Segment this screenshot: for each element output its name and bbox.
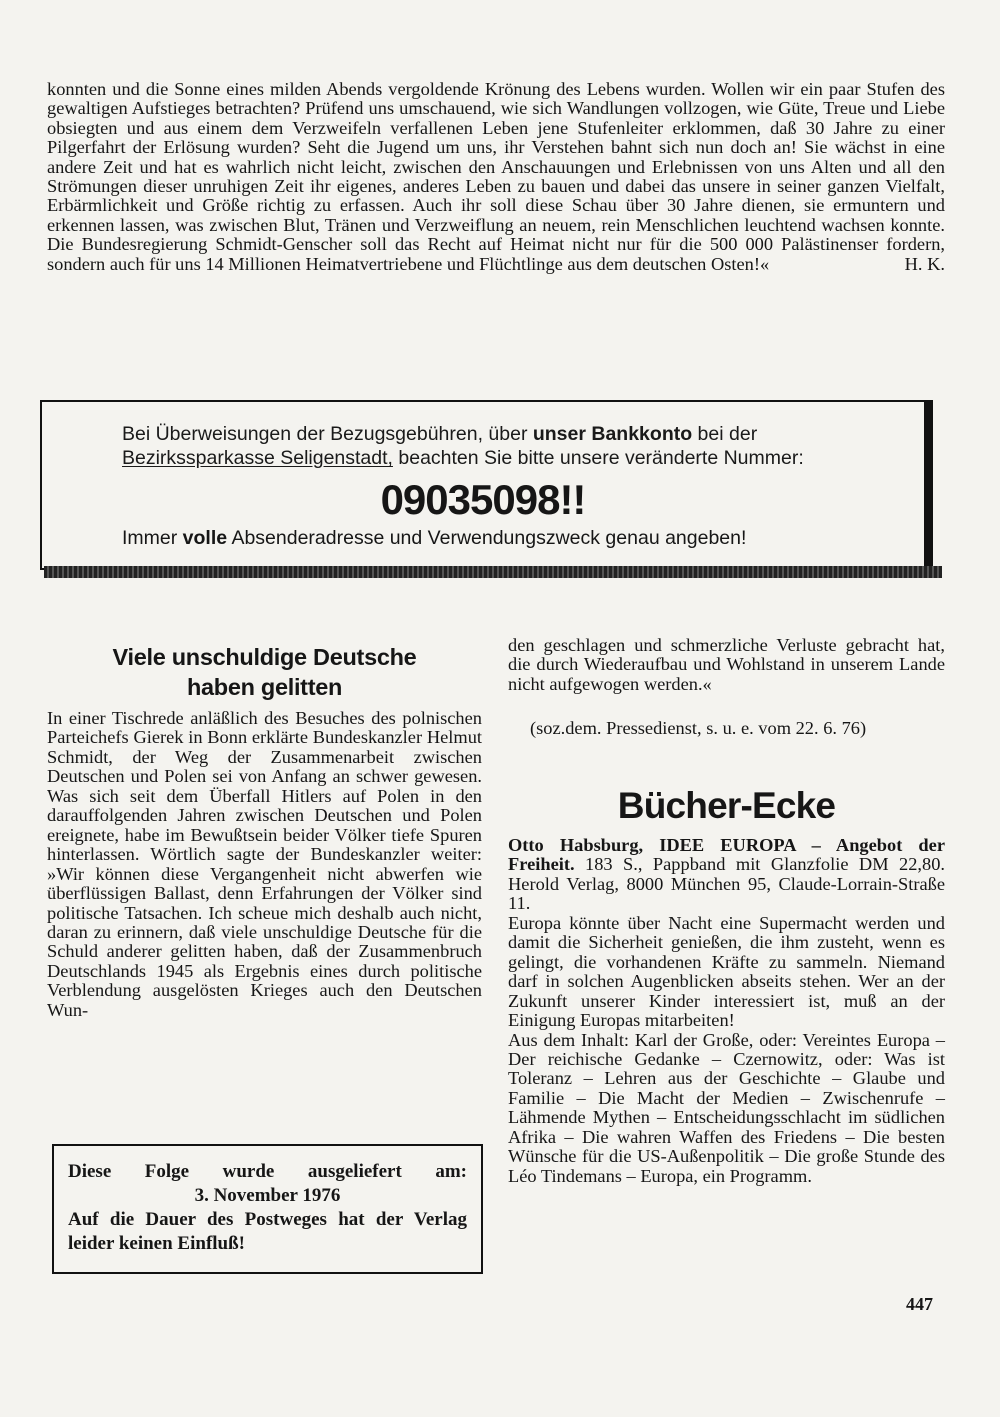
page-number: 447 [906,1294,933,1314]
books-heading: Bücher-Ecke [617,785,836,826]
book-contents: Aus dem Inhalt: Karl der Große, oder: Vereintes Europa – Der reichische Gedanke – Czernowitz, oder: Was ist Toleranz – Lehren aus der Geschichte – Glaube und Familie – Die Macht der Medien – Zwischenrufe – Lähmende Mythen – Entscheidungsschlacht im südlichen Afrika – Die wahren Waffen des Friedens – Die besten Wünsche für die US-Außenpolitik – Die große Stunde des Léo Tindemans – Europa, ein Programm. [508,1029,945,1186]
bank-reminder-part1: Immer [122,527,183,549]
bank-reminder [122,526,912,550]
bank-notice-box [40,400,933,570]
bank-box-shadow [44,566,942,578]
bank-notice-text [122,422,912,470]
bank-account-number: 09035098!! [380,476,586,523]
book-title: Otto Habsburg, IDEE EUROPA – Angebot der Freiheit. [508,835,945,875]
delivery-notice-box [52,1144,483,1274]
book-entry [508,836,945,914]
bank-name: Bezirkssparkasse Seligenstadt, [122,447,393,469]
book-details: 183 S., Pappband mit Glanzfolie DM 22,80. Herold Verlag, 8000 München 95, Claude-Lorrain-Straße 11. [508,854,945,914]
bank-notice-part3: beachten Sie bitte unsere veränderte Nummer: [392,447,804,469]
delivery-date: 3. November 1976 [194,1185,341,1206]
bank-notice-part1: Bei Überweisungen der Bezugsgebühren, über [122,423,533,445]
books-section [508,836,945,1186]
book-description: Europa könnte über Nacht eine Supermacht werden und damit die Sicherheit genießen, die ihm zusteht, wenn es gelingt, die vorhandenen Kräfte zu sammeln. Niemand darf in solchen Augenblicken abseits stehen. Wer an der Zukunft unserer Kinder interessiert ist, muß an der Einigung Europas mitarbeiten! [508,912,945,1031]
intro-paragraph-text: konnten und die Sonne eines milden Abends vergoldende Krönung des Lebens wurden. Wollen wir ein paar Stufen des gewaltigen Aufstieges betrachten? Prüfend uns umschauend, wie sich Wandlungen vollzogen, wie Güte, Treue und Liebe obsiegten und aus einem dem Verzweifeln verfallenen Leben jene Stufenleiter erklommen, daß 30 Jahre zu einer Pilgerfahrt der Erlösung wurden? Seht die Jugend um uns, ihr Verstehen bahnt sich nun doch an! Sie wächst in eine andere Zeit und hat es wahrlich nicht leicht, zwischen den Anschauungen und Erlebnissen von uns Alten und all den Strömungen dieser unruhigen Zeit ihr eigenes, anderes Leben zu bauen und dabei das unsere in seiner ganzen Vielfalt, Erbärmlichkeit und Größe richtig zu erfassen. Auch ihr soll diese Schau über 30 Jahre dienen, sie ermuntern und erkennen lassen, was zwischen Blut, Tränen und Verzweiflung an neuem, rein Menschlichen leuchtend wachsen konnte. Die Bundesregierung Schmidt-Genscher soll das Recht auf Heimat nicht nur für die 500 000 Palästinenser fordern, sondern auch für uns 14 Millionen Heimatvertriebene und Flüchtlinge aus dem deutschen Osten!« [47,79,945,274]
delivery-notice-text [68,1160,467,1256]
delivery-line3: Auf die Dauer des Postweges hat der Verlag leider keinen Einfluß! [68,1209,467,1254]
article-heading-line2: haben gelitten [186,674,343,700]
article-heading-line1: Viele unschuldige Deutsche [112,644,417,670]
bank-account-label: unser Bankkonto [532,423,693,445]
article-heading [47,642,482,702]
bank-notice-part2: bei der [692,423,758,445]
article-body-left: In einer Tischrede anläßlich des Besuches des polnischen Parteichefs Gierek in Bonn erklärte Bundeskanzler Helmut Schmidt, der Weg der Zusammenarbeit zwischen Deutschen und Polen sei von Anfang an schwer gewesen. Was sich seit dem Überfall Hitlers auf Polen in den darauffolgenden Jahren zwischen Deutschen und Polen ereignete, habe im Bewußtsein beider Völker tiefe Spuren hinterlassen. Wörtlich sagte der Bundeskanzler weiter: »Wir können diese Vergangenheit nicht abwerfen wie überflüssigen Ballast, denn Erfahrungen der Völker sind politische Tatsachen. Ich scheue mich deshalb auch nicht, daran zu erinnern, daß viele unschuldige Deutsche für die Schuld anderer gelitten haben, daß der Zusammenbruch Deutschlands 1945 als Ergebnis eines durch politische Verblendung ausgelösten Krieges auch den Deutschen Wun- [47,708,482,1020]
article-citation: (soz.dem. Pressedienst, s. u. e. vom 22. 6. 76) [530,718,867,738]
author-signature: H. K. [904,253,945,274]
bank-reminder-bold: volle [182,527,228,549]
bank-reminder-part2: Absenderadresse und Verwendungszweck genau angeben! [227,527,747,549]
delivery-line1: Diese Folge wurde ausgeliefert am: [68,1161,467,1182]
intro-paragraph [47,80,945,274]
article-body-right: den geschlagen und schmerzliche Verluste gebracht hat, die durch Wiederaufbau und Wohlstand in unserem Lande nicht aufgewogen werden.« [508,635,945,694]
